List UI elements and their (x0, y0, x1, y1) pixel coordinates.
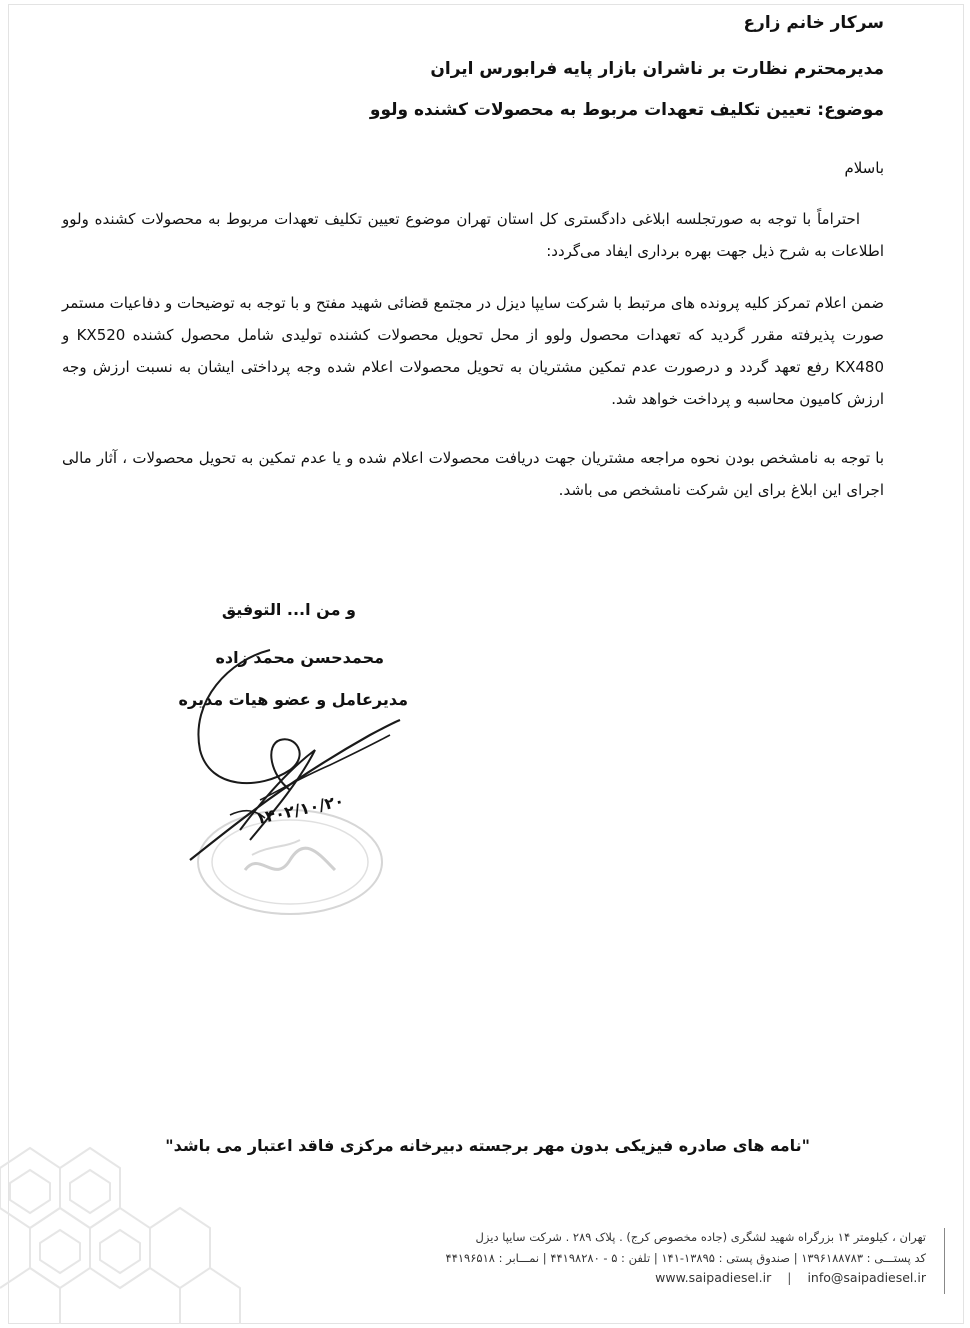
signature-date: ۱۴۰۲/۱۰/۲۰ (254, 790, 346, 829)
footer-divider (944, 1228, 945, 1294)
validity-notice: "نامه های صادره فیزیکی بدون مهر برجسته دبیرخانه مرکزی فاقد اعتبار می باشد" (165, 1136, 810, 1155)
subject-line: موضوع: تعیین تکلیف تعهدات مربوط به محصولات کشنده ولوو (369, 100, 884, 120)
body-paragraph-2: ضمن اعلام تمرکز کلیه پرونده های مرتبط با شرکت سایپا دیزل در مجتمع قضائی شهید مفتح و با توجه به توضیحات و دفاعیات مستمر صورت پذیرفته مقرر گردید که تعهدات محصول ولوو از محل تحویل محصولات کشنده تولیدی شامل محصول کشنده KX520 و KX480 رفع تعهد گردد و درصورت عدم تمکین مشتریان به تحویل محصولات اعلام شده وجه پرداختی ایشان به نسبت ارزش وجه ارزش کامیون محاسبه و پرداخت خواهد شد. (62, 294, 884, 408)
website-link[interactable]: www.saipadiesel.ir (655, 1270, 772, 1285)
footer-separator: | (787, 1270, 792, 1285)
greeting: باسلام (844, 159, 884, 177)
body-paragraph-1: احتراماً با توجه به صورتجلسه ابلاغی دادگستری کل استان تهران موضوع تعیین تکلیف تعهدات مربوط به محصولات کشنده ولوو اطلاعات به شرح ذیل جهت بهره برداری ایفاد می‌گردد: (62, 210, 884, 260)
email-link[interactable]: info@saipadiesel.ir (807, 1270, 926, 1285)
footer-address: تهران ، کیلومتر ۱۴ بزرگراه شهید لشگری (جاده مخصوص کرج) . پلاک ۲۸۹ . شرکت سایپا دیزل (475, 1230, 926, 1244)
footer-web (655, 1270, 926, 1285)
signer-title: مدیرعامل و عضو هیات مدیره (178, 690, 408, 709)
signer-name: محمدحسن محمد زاده (215, 648, 384, 667)
recipient-title: مدیرمحترم نظارت بر ناشران بازار پایه فرابورس ایران (430, 59, 884, 79)
footer-contact: کد پستـــی : ۱۳۹۶۱۸۸۷۸۳ | صندوق پستی : ۱۳۸۹۵-۱۴۱ | تلفن : ۵ - ۴۴۱۹۸۲۸۰ | نمـــابر : ۴۴۱۹۶۵۱۸ (445, 1251, 926, 1265)
letter-page (8, 4, 964, 1324)
closing-phrase: و من ا... التوفیق (221, 600, 356, 619)
signature-icon (170, 640, 430, 890)
body-paragraph-3: با توجه به نامشخص بودن نحوه مراجعه مشتریان جهت دریافت محصولات اعلام شده و یا عدم تمکین به تحویل محصولات ، آثار مالی اجرای این ابلاغ برای این شرکت نامشخص می باشد. (62, 449, 884, 499)
decorative-pattern-icon (0, 1128, 280, 1324)
recipient-name: سرکار خانم زارع (743, 13, 884, 33)
